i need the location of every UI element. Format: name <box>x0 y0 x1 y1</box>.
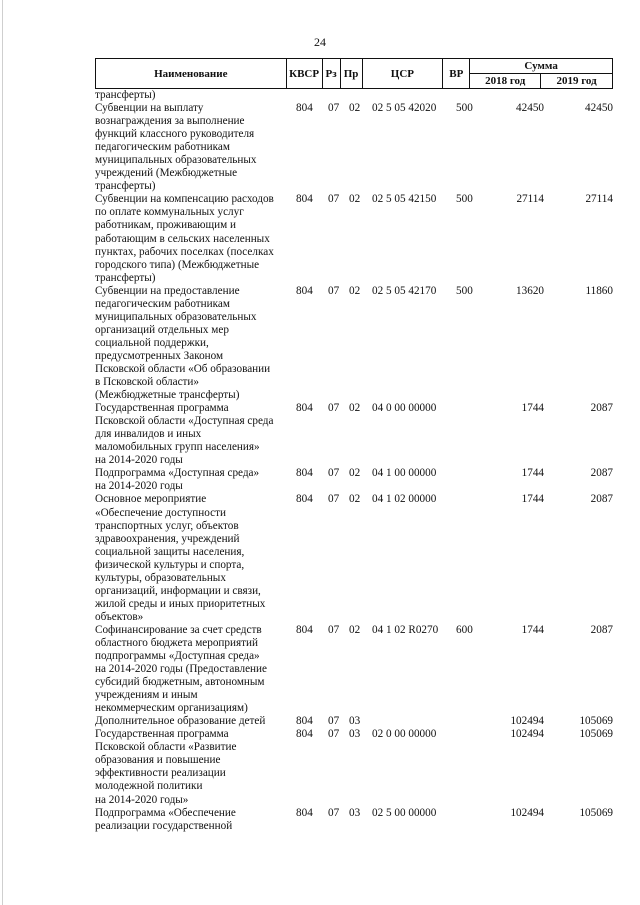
row-csr: 04 1 02 R0270 <box>372 623 439 636</box>
row-sum-2019: 2087 <box>590 467 613 480</box>
row-sum-2018: 102494 <box>510 715 544 728</box>
row-rz: 07 <box>328 284 340 297</box>
row-pr: 03 <box>349 806 361 819</box>
row-pr: 02 <box>349 102 361 115</box>
row-name: Субвенции на предоставление педагогическим работникам муниципальных образовательных организаций отдельных мер социальной поддержки, предусмотренных Законом Псковской области «Об образовании в Псковской области» (Межбюджетные трансферты) <box>95 284 271 402</box>
row-kvsr: 804 <box>296 623 313 636</box>
row-sum-2018: 27114 <box>516 193 544 206</box>
row-sum-2019: 2087 <box>590 402 613 415</box>
page-number: 24 <box>314 35 326 49</box>
row-rz: 07 <box>328 728 340 741</box>
row-csr: 02 5 05 42150 <box>372 193 437 206</box>
row-name: Софинансирование за счет средств областного бюджета мероприятий подпрограммы «Доступная среда» на 2014-2020 годы (Предоставление субсидий бюджетным, автономным учреждениям и иным некоммерческим организациям) <box>95 623 267 715</box>
row-sum-2019: 2087 <box>590 493 613 506</box>
header-csr: ЦСР <box>362 59 443 89</box>
table-row <box>95 89 613 102</box>
row-name: Государственная программа Псковской области «Развитие образования и повышение эффективности реализации молодежной политики на 2014-2020 годы» <box>95 728 237 806</box>
row-kvsr: 804 <box>296 284 313 297</box>
row-csr: 02 5 05 42170 <box>372 284 437 297</box>
header-rz: Рз <box>322 59 340 89</box>
table-row <box>95 467 613 493</box>
row-kvsr: 804 <box>296 493 313 506</box>
row-pr: 03 <box>349 715 361 728</box>
row-csr: 04 1 02 00000 <box>372 493 437 506</box>
table-body <box>95 89 613 833</box>
header-vr: ВР <box>443 59 470 89</box>
table-row <box>95 807 613 833</box>
row-kvsr: 804 <box>296 402 313 415</box>
row-rz: 07 <box>328 467 340 480</box>
table-row <box>95 102 613 193</box>
row-name: трансферты) <box>95 89 156 101</box>
row-sum-2018: 1744 <box>521 467 544 480</box>
row-name: Основное мероприятие «Обеспечение доступности транспортных услуг, объектов здравоохранения, учреждений социальной защиты населения, физической культуры и спорта, культуры, образовательных организаций, информации и связи, жилой среды и иных приоритетных объектов» <box>95 493 266 623</box>
row-rz: 07 <box>328 715 340 728</box>
row-csr: 02 5 00 00000 <box>372 806 437 819</box>
row-sum-2019: 105069 <box>579 715 613 728</box>
row-kvsr: 804 <box>296 193 313 206</box>
header-kvsr: КВСР <box>286 59 322 89</box>
row-name: Дополнительное образование детей <box>95 715 266 728</box>
row-sum-2018: 1744 <box>521 493 544 506</box>
row-pr: 02 <box>349 623 361 636</box>
table-header <box>95 58 613 89</box>
row-kvsr: 804 <box>296 715 313 728</box>
row-rz: 07 <box>328 623 340 636</box>
row-name: Подпрограмма «Доступная среда» на 2014-2020 годы <box>95 467 260 493</box>
row-name: Подпрограмма «Обеспечение реализации государственной <box>95 806 236 832</box>
row-name: Государственная программа Псковской области «Доступная среда для инвалидов и иных маломобильных групп населения» на 2014-2020 годы <box>95 402 274 467</box>
header-year-2019: 2019 год <box>541 74 613 89</box>
row-vr: 500 <box>456 284 473 297</box>
row-sum-2019: 11860 <box>585 284 613 297</box>
header-pr: Пр <box>340 59 362 89</box>
row-sum-2019: 27114 <box>585 193 613 206</box>
header-year-2018: 2018 год <box>470 74 541 89</box>
row-sum-2019: 2087 <box>590 623 613 636</box>
row-vr: 500 <box>456 102 473 115</box>
row-rz: 07 <box>328 193 340 206</box>
row-csr: 04 1 00 00000 <box>372 467 437 480</box>
table-row <box>95 715 613 728</box>
row-name: Субвенции на выплату вознаграждения за выполнение функций классного руководителя педагогическим работникам муниципальных образовательных учреждений (Межбюджетные трансферты) <box>95 102 257 193</box>
row-sum-2019: 42450 <box>585 102 613 115</box>
row-kvsr: 804 <box>296 467 313 480</box>
row-rz: 07 <box>328 402 340 415</box>
row-pr: 02 <box>349 467 361 480</box>
row-sum-2018: 13620 <box>516 284 544 297</box>
row-kvsr: 804 <box>296 728 313 741</box>
row-pr: 02 <box>349 493 361 506</box>
row-csr: 04 0 00 00000 <box>372 402 437 415</box>
table-row <box>95 285 613 402</box>
row-sum-2018: 102494 <box>510 728 544 741</box>
row-csr: 02 0 00 00000 <box>372 728 437 741</box>
header-name: Наименование <box>96 59 287 89</box>
table-row <box>95 624 613 715</box>
row-sum-2018: 1744 <box>521 623 544 636</box>
row-rz: 07 <box>328 102 340 115</box>
scan-edge-line <box>2 0 3 905</box>
row-vr: 500 <box>456 193 473 206</box>
header-sum: Сумма <box>470 59 613 74</box>
row-rz: 07 <box>328 806 340 819</box>
row-vr: 600 <box>456 623 473 636</box>
row-rz: 07 <box>328 493 340 506</box>
row-sum-2018: 1744 <box>521 402 544 415</box>
row-sum-2018: 102494 <box>510 806 544 819</box>
row-sum-2019: 105069 <box>579 806 613 819</box>
row-pr: 03 <box>349 728 361 741</box>
table-row <box>95 728 613 806</box>
row-kvsr: 804 <box>296 806 313 819</box>
row-kvsr: 804 <box>296 102 313 115</box>
row-csr: 02 5 05 42020 <box>372 102 437 115</box>
row-pr: 02 <box>349 284 361 297</box>
row-pr: 02 <box>349 193 361 206</box>
row-sum-2018: 42450 <box>516 102 544 115</box>
table-row <box>95 493 613 623</box>
row-pr: 02 <box>349 402 361 415</box>
row-sum-2019: 105069 <box>579 728 613 741</box>
table-row <box>95 193 613 284</box>
row-name: Субвенции на компенсацию расходов по оплате коммунальных услуг работникам, проживающим и работающим в сельских населенных пунктах, рабочих поселках (поселках городского типа) (Межбюджетные трансферты) <box>95 193 274 284</box>
table-row <box>95 402 613 467</box>
